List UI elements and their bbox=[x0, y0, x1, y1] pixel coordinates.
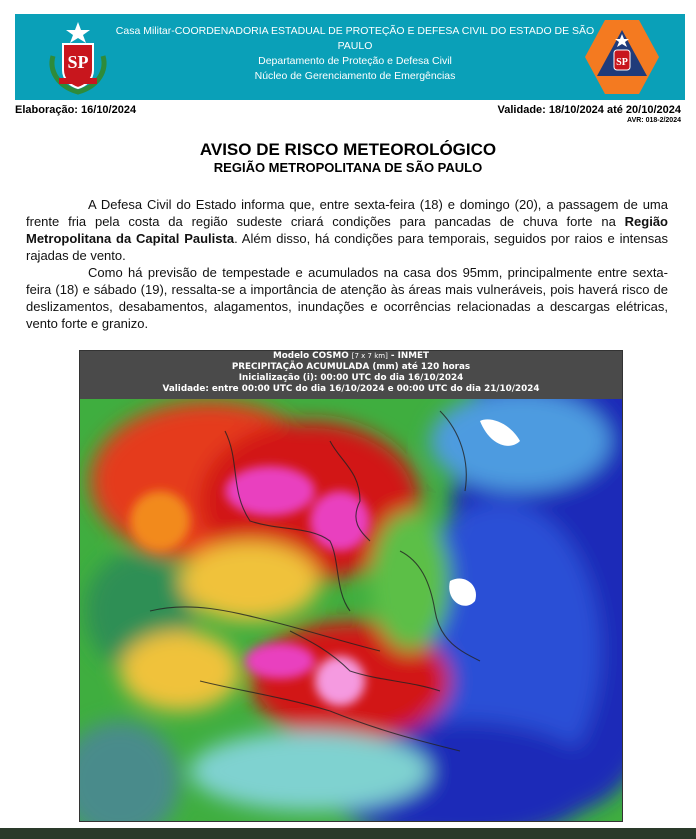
map-model-line: Modelo COSMO [7 x 7 km] - INMET bbox=[273, 351, 429, 361]
precipitation-map-graphic bbox=[80, 351, 622, 821]
meta-row bbox=[15, 104, 681, 118]
header-banner bbox=[15, 14, 685, 100]
defesa-civil-logo-icon bbox=[581, 16, 663, 98]
seal-letters: SP bbox=[67, 52, 89, 72]
precipitation-map bbox=[79, 350, 623, 822]
document-title: AVISO DE RISCO METEOROLÓGICO bbox=[199, 140, 497, 159]
logo-letters: SP bbox=[616, 57, 628, 68]
sp-seal-icon bbox=[45, 20, 111, 96]
bottom-bar bbox=[0, 828, 696, 839]
paragraph-2: Como há previsão de tempestade e acumulados na casa dos 95mm, principalmente entre sexta-feira (18) e sábado (19), ressalta-se a importância de atenção às áreas mais vulneráveis, pois haverá risco de deslizamentos, desabamentos, alagamentos, inundações e ocorrências relacionadas a descargas elétricas, vento forte e granizo. bbox=[26, 265, 668, 331]
paragraph-1: A Defesa Civil do Estado informa que, entre sexta-feira (18) e domingo (20), a passagem de uma frente fria pela costa da região sudeste criará condições para pancadas de chuva forte na Região Metropolitana da Capital Paulista. Além disso, há condições para temporais, seguidos por raios e intensas rajadas de vento. bbox=[26, 197, 668, 263]
header-line-3: Núcleo de Gerenciamento de Emergências bbox=[254, 70, 456, 82]
header-line-1: Casa Militar-COORDENADORIA ESTADUAL DE PROTEÇÃO E DEFESA CIVIL DO ESTADO DE SÃO PAULO bbox=[115, 25, 595, 52]
map-header bbox=[80, 351, 622, 399]
elaboracao-date: Elaboração: 16/10/2024 bbox=[15, 104, 137, 116]
document-body bbox=[26, 196, 668, 332]
header-line-2: Departamento de Proteção e Defesa Civil bbox=[258, 55, 452, 67]
validade-range: Validade: 18/10/2024 até 20/10/2024 bbox=[497, 104, 681, 116]
header-text bbox=[115, 24, 595, 84]
map-validity-line: Validade: entre 00:00 UTC do dia 16/10/2024 e 00:00 UTC do dia 21/10/2024 bbox=[162, 384, 540, 394]
map-init-line: Inicialização (i): 00:00 UTC do dia 16/10/2024 bbox=[238, 373, 464, 383]
bold-region: Região Metropolitana da Capital Paulista bbox=[26, 214, 668, 246]
document-subtitle: REGIÃO METROPOLITANA DE SÃO PAULO bbox=[213, 160, 483, 175]
map-precip-line: PRECIPITAÇÃO ACUMULADA (mm) até 120 horas bbox=[231, 362, 471, 372]
avr-code: AVR: 018-2/2024 bbox=[627, 117, 681, 124]
